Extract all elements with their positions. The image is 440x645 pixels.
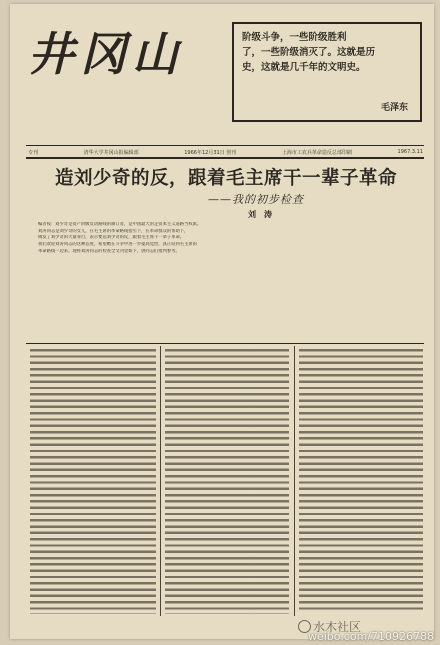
- edition-label: 专刊: [28, 150, 39, 156]
- column-divider: [294, 346, 295, 616]
- issue-date: 1967.3.11: [397, 149, 423, 155]
- quote-line: 史，这就是几千年的文明史。: [242, 62, 366, 73]
- body-column-1: [30, 349, 156, 614]
- body-column-3: [299, 349, 423, 611]
- editor-note-line: 刘涛同志是刘少奇的女儿，在毛主席的革命路线指引下，在革命群众的帮助下，: [38, 228, 189, 234]
- editor-note-line: 揭发了刘少奇的大量罪行，表示要造刘少奇的反，跟着毛主席干一辈子革命。: [38, 235, 185, 241]
- newspaper-page: [10, 4, 434, 639]
- watermark-text: 水木社区: [313, 620, 362, 634]
- editor-note-line: 革命路线一边来。现将刘涛同志的检查全文刊登如下，供同志们批判参考。: [38, 248, 180, 254]
- article-headline: 造刘少奇的反，跟着毛主席干一辈子革命: [54, 168, 397, 189]
- weibo-source-id: weibo.com/710926788: [307, 630, 434, 643]
- body-divider: [26, 343, 424, 344]
- editor-note-line: 编者按：刘少奇是资产阶级反动路线的制订者，是中国最大的走资本主义道路当权派。: [38, 222, 202, 227]
- quote-line: 了，一些阶级消灭了。这就是历: [242, 47, 376, 58]
- founded-date: 1966年12月31日 创刊: [184, 150, 237, 156]
- editor-note-line: 我们欢迎刘涛同志的这种态度，希望她在斗争中进一步提高觉悟，真正站到毛主席的: [38, 242, 197, 248]
- printer-address: 上海市工农兵革命造反总部印刷: [281, 150, 352, 156]
- masthead-title: 井冈山: [28, 27, 184, 81]
- article-subtitle: ——我的初步检查: [208, 193, 304, 206]
- publisher: 清华大学井冈山报编辑部: [83, 150, 139, 156]
- publication-info-bar: [28, 149, 423, 156]
- header-rule: [26, 145, 424, 146]
- header-rule-thick: [26, 157, 424, 159]
- column-divider: [160, 346, 161, 616]
- body-column-2: [165, 349, 289, 614]
- quote-line: 阶级斗争，一些阶级胜利: [242, 32, 347, 43]
- article-byline: 刘 涛: [248, 209, 272, 219]
- quote-author: 毛泽东: [380, 103, 408, 113]
- editor-note: [38, 222, 416, 340]
- mao-quote-box: [232, 22, 422, 122]
